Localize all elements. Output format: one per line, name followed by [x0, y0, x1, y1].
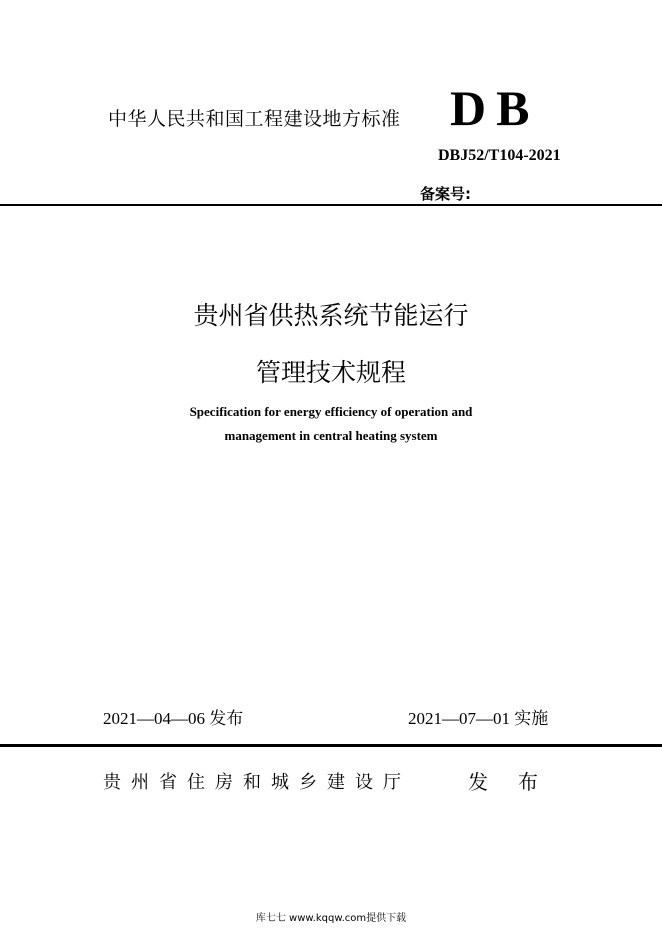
publisher-name: 贵州省住房和城乡建设厅	[103, 772, 411, 793]
bottom-divider	[0, 744, 662, 747]
top-divider	[0, 204, 662, 206]
standard-code: DBJ52/T104-2021	[438, 147, 561, 164]
footer-watermark: 库七七 www.kqqw.com提供下载	[255, 913, 407, 924]
standard-type: 中华人民共和国工程建设地方标准	[108, 108, 401, 130]
title-line-1: 贵州省供热系统节能运行	[193, 301, 469, 330]
title-line-2: 管理技术规程	[255, 358, 406, 387]
issue-date: 2021—04—06 发布	[103, 709, 244, 728]
publish-label: 发布	[468, 770, 568, 794]
english-title-line-1: Specification for energy efficiency of operation and	[189, 404, 473, 419]
db-mark: DB	[450, 80, 540, 136]
implementation-date: 2021—07—01 实施	[408, 709, 549, 728]
english-title-line-2: management in central heating system	[224, 428, 438, 443]
record-number-label: 备案号:	[420, 185, 471, 203]
